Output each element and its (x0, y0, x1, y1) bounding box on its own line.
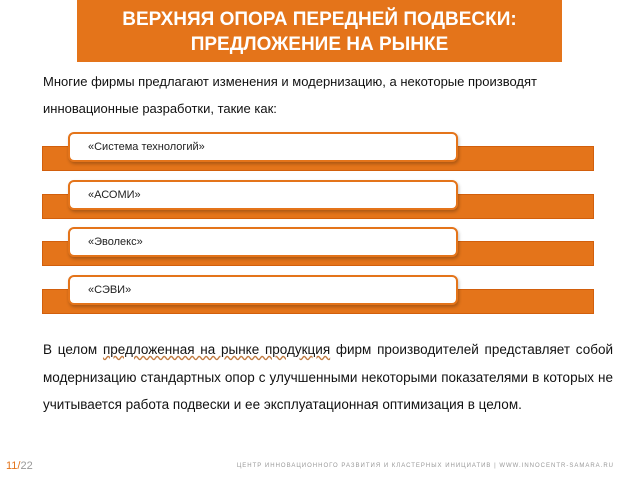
list-item: «СЭВИ» (68, 275, 458, 305)
body-text-suffix: фирм производителей представляет собой модернизацию стандартных опор с улучшенными некоторыми показателями в которых не учитывается работа подвески и ее эксплуатационная оптимизация в целом. (43, 342, 613, 412)
footer-organization: ЦЕНТР ИННОВАЦИОННОГО РАЗВИТИЯ И КЛАСТЕРНЫХ ИНИЦИАТИВ | WWW.INNOCENTR-SAMARA.RU (236, 463, 614, 469)
page-total: 22 (20, 460, 33, 472)
page-separator: / (17, 460, 21, 472)
body-text-prefix: В целом (43, 342, 103, 357)
list-item: «Система технологий» (68, 132, 458, 162)
body-text-underlined: предложенная на рынке продукция (102, 342, 331, 357)
list-item: «Эволекс» (68, 227, 458, 257)
slide-title-line-2: ПРЕДЛОЖЕНИЕ НА РЫНКЕ (190, 34, 449, 55)
intro-text: Многие фирмы предлагают изменения и модернизацию, а некоторые производят инновационные разработки, такие как: (43, 74, 537, 116)
page-current: 11 (6, 460, 18, 472)
body-paragraph (43, 336, 613, 419)
slide-title-line-1: ВЕРХНЯЯ ОПОРА ПЕРЕДНЕЙ ПОДВЕСКИ: (122, 9, 517, 30)
list-item: «АСОМИ» (68, 180, 458, 210)
page-number (6, 460, 33, 472)
slide-title (77, 0, 562, 62)
